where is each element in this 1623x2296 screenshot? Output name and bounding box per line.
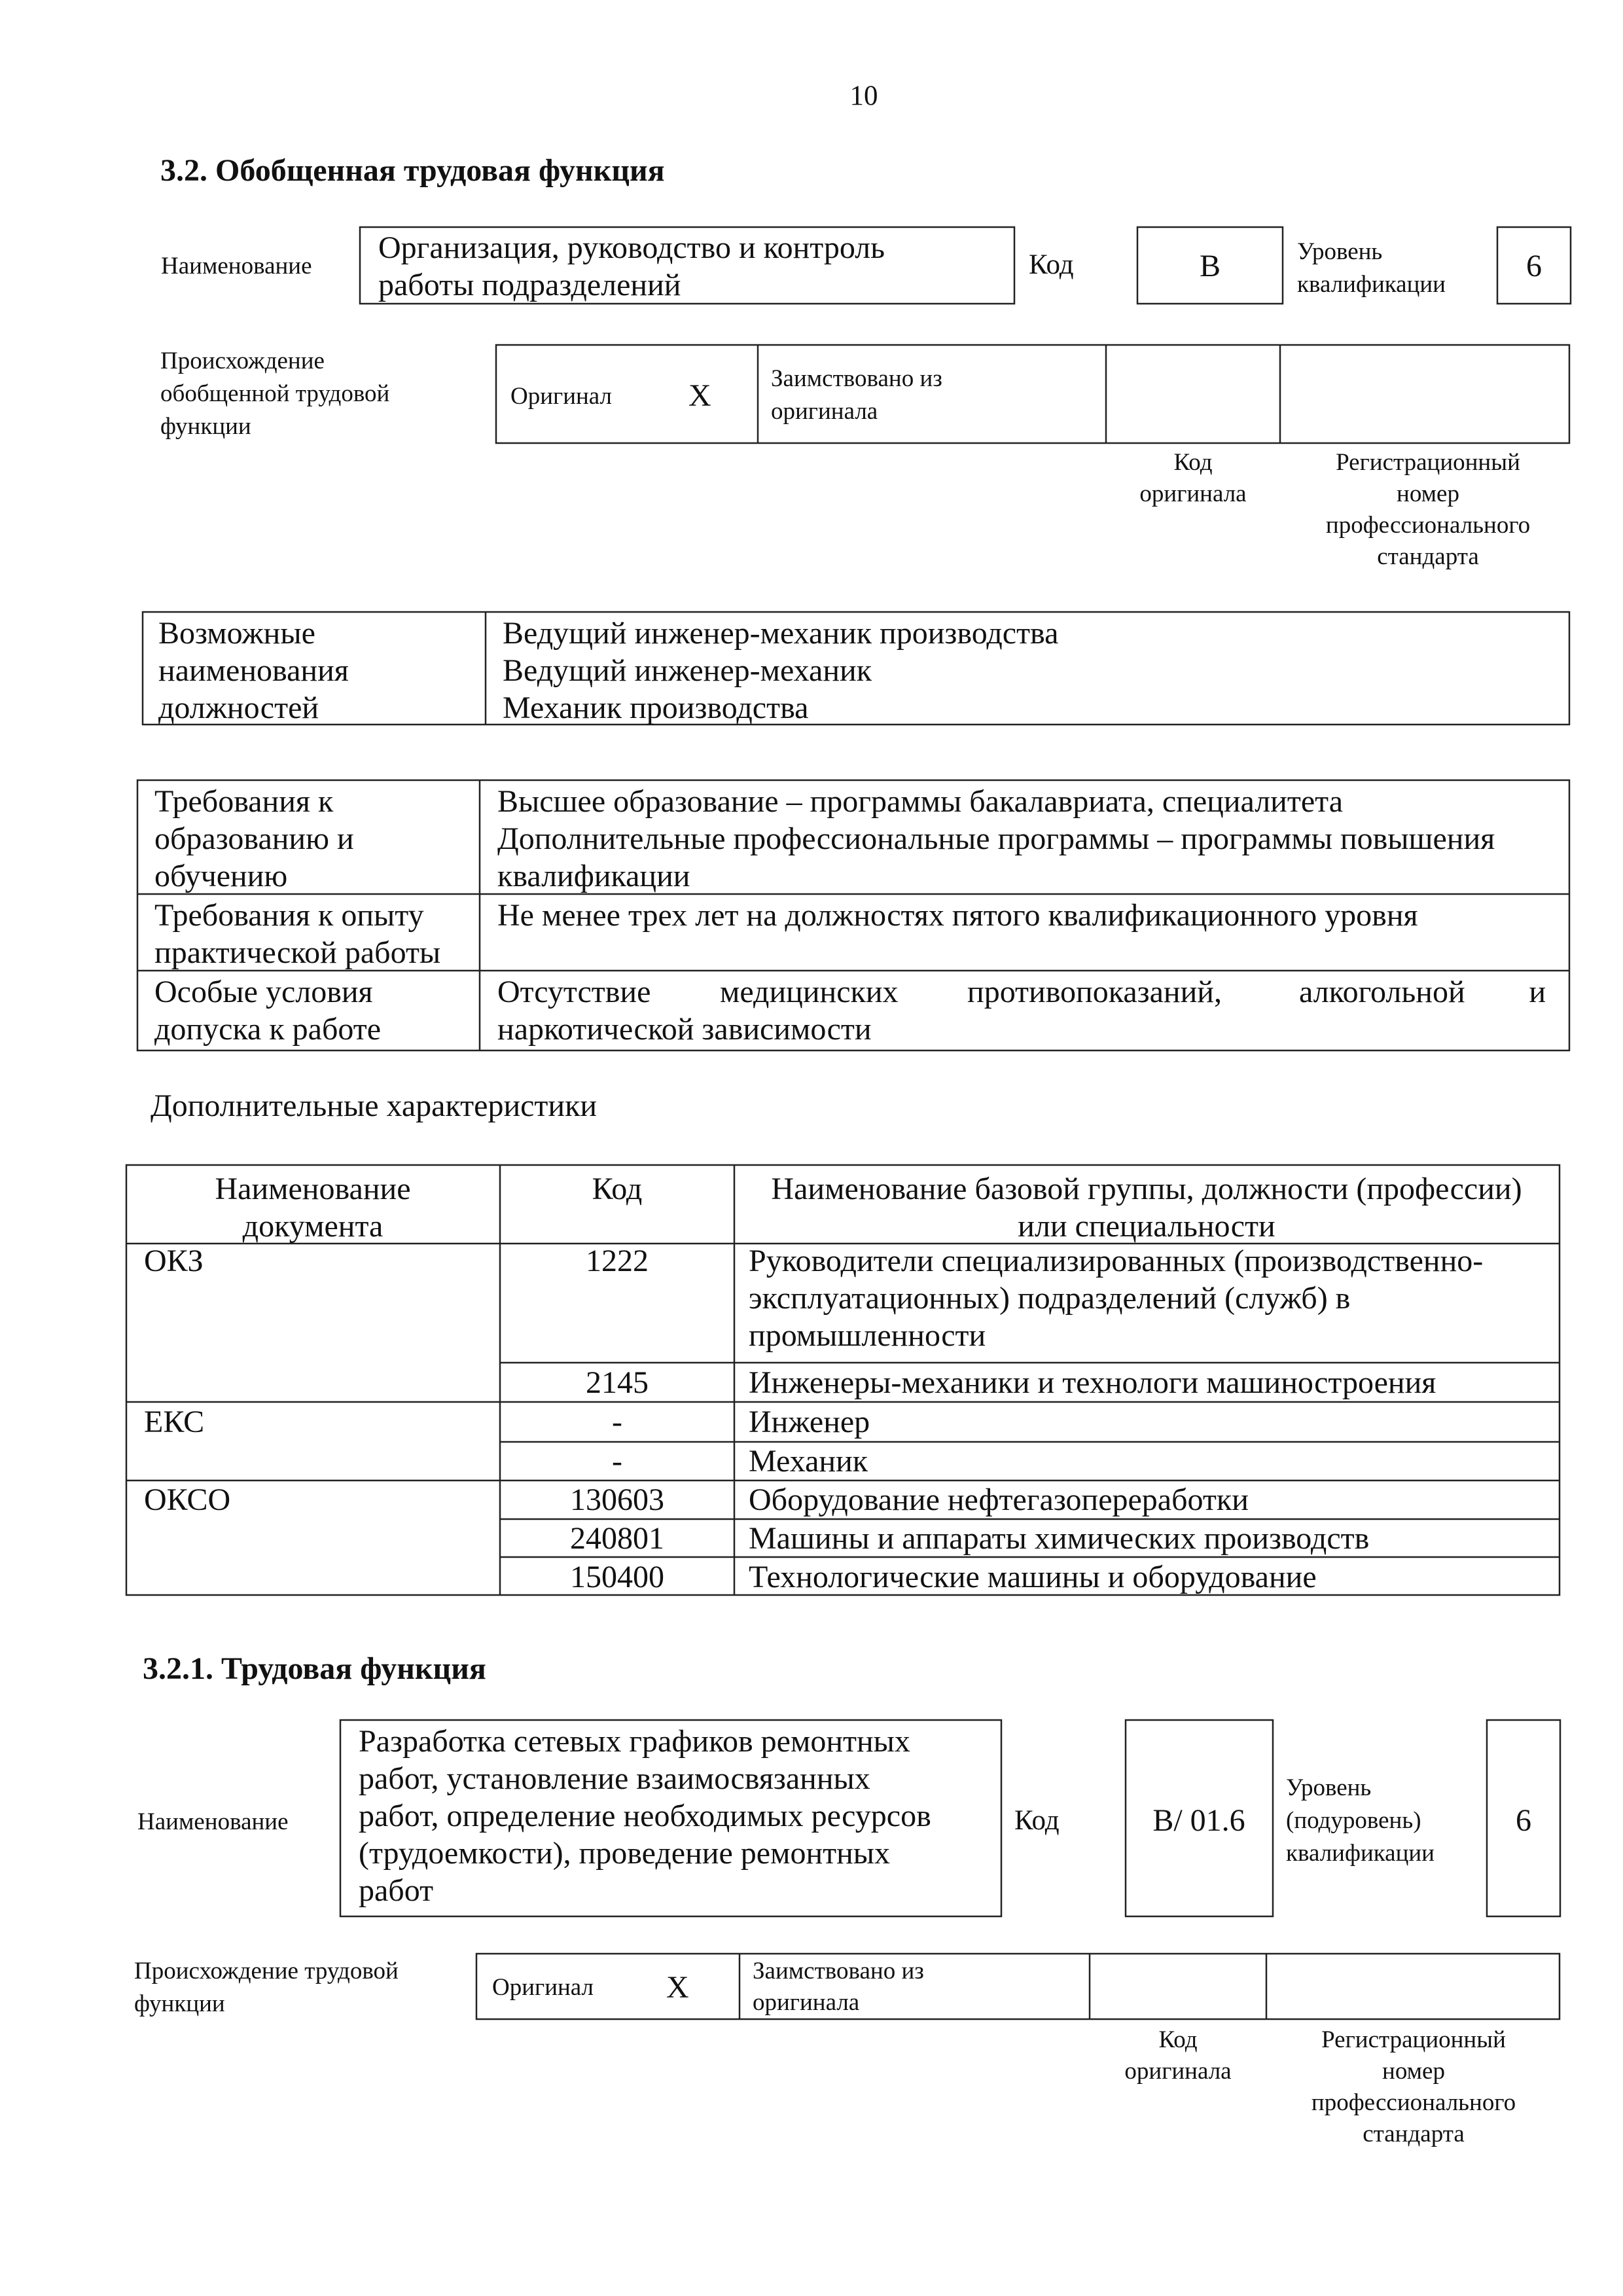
function-origin-label-1: Происхождение трудовой xyxy=(134,1958,399,1984)
name-cell: Руководители специализированных (производственно- xyxy=(749,1244,1484,1278)
header-group-2: или специальности xyxy=(1018,1209,1275,1244)
function-code-label: Код xyxy=(1014,1805,1060,1836)
name-cell: Оборудование нефтегазопереработки xyxy=(749,1482,1249,1517)
function-name-line: Разработка сетевых графиков ремонтных xyxy=(359,1724,910,1759)
code-label: Код xyxy=(1029,249,1074,280)
name-cell: Инженеры-механики и технологи машиностроения xyxy=(749,1365,1436,1400)
experience-label-1: Требования к опыту xyxy=(154,898,424,933)
function-code-original-label-2: оригинала xyxy=(1124,2058,1232,2085)
education-value-1: Высшее образование – программы бакалавриата, специалитета xyxy=(497,784,1344,819)
origin-label-2: обобщенной трудовой xyxy=(160,380,390,407)
subsection-title: 3.2.1. Трудовая функция xyxy=(143,1651,486,1686)
reg-number-label-4: стандарта xyxy=(1377,543,1479,570)
header-document-1: Наименование xyxy=(215,1172,411,1206)
name-cell: Технологические машины и оборудование xyxy=(749,1560,1317,1594)
conditions-word: алкогольной xyxy=(1299,975,1465,1009)
function-level-label-2: (подуровень) xyxy=(1286,1807,1421,1834)
code-original-label-2: оригинала xyxy=(1139,480,1247,507)
conditions-value-2: наркотической зависимости xyxy=(497,1012,872,1047)
education-label-2: образованию и xyxy=(154,821,354,856)
conditions-word: медицинских xyxy=(720,975,899,1009)
name-cell: промышленности xyxy=(749,1318,986,1353)
function-reg-number-label-1: Регистрационный xyxy=(1321,2026,1506,2053)
position-item: Механик производства xyxy=(503,691,809,725)
header-document-2: документа xyxy=(242,1209,383,1244)
function-name-line: работ, установление взаимосвязанных xyxy=(359,1761,870,1796)
positions-label-2: наименования xyxy=(158,653,349,688)
education-value-3: квалификации xyxy=(497,859,690,893)
page-number: 10 xyxy=(849,81,878,111)
code-cell: 150400 xyxy=(570,1560,664,1594)
function-code-value: B/ 01.6 xyxy=(1152,1803,1245,1838)
header-code: Код xyxy=(592,1172,643,1206)
conditions-word: противопоказаний, xyxy=(967,975,1222,1009)
name-cell: Машины и аппараты химических производств xyxy=(749,1521,1370,1556)
doc-cell: ОКСО xyxy=(144,1482,231,1517)
origin-table xyxy=(496,345,1569,443)
origin-label-1: Происхождение xyxy=(160,348,325,374)
position-item: Ведущий инженер-механик производства xyxy=(503,616,1059,651)
borrowed-label-2: оригинала xyxy=(771,398,878,425)
doc-cell: ОКЗ xyxy=(144,1244,204,1278)
function-level-label-3: квалификации xyxy=(1286,1840,1435,1867)
conditions-word: Отсутствие xyxy=(497,975,651,1009)
function-name-line: работ xyxy=(359,1873,434,1908)
function-reg-number-label-2: номер xyxy=(1382,2058,1445,2085)
reg-number-label-1: Регистрационный xyxy=(1336,449,1520,476)
function-reg-number-label-4: стандарта xyxy=(1363,2121,1465,2147)
positions-label-3: должностей xyxy=(158,691,319,725)
name-line-1: Организация, руководство и контроль xyxy=(378,230,885,265)
function-name-line: работ, определение необходимых ресурсов xyxy=(359,1799,931,1833)
original-label: Оригинал xyxy=(510,383,613,410)
level-value: 6 xyxy=(1526,249,1542,283)
code-cell: 240801 xyxy=(570,1521,664,1556)
additional-title: Дополнительные характеристики xyxy=(151,1088,597,1123)
code-original-label-1: Код xyxy=(1173,449,1213,476)
code-cell: 2145 xyxy=(586,1365,649,1400)
function-borrowed-label-2: оригинала xyxy=(753,1989,860,2016)
education-label-3: обучению xyxy=(154,859,288,893)
level-label-1: Уровень xyxy=(1297,238,1383,265)
function-borrowed-label-1: Заимствовано из xyxy=(753,1958,924,1984)
code-cell: 1222 xyxy=(586,1244,649,1278)
function-original-mark: X xyxy=(666,1970,689,2005)
name-label: Наименование xyxy=(161,253,312,279)
name-cell: Механик xyxy=(749,1444,868,1479)
function-origin-label-2: функции xyxy=(134,1990,225,2017)
experience-value: Не менее трех лет на должностях пятого квалификационного уровня xyxy=(497,898,1418,933)
reg-number-label-2: номер xyxy=(1397,480,1459,507)
header-group-1: Наименование базовой группы, должности (профессии) xyxy=(771,1172,1522,1206)
level-label-2: квалификации xyxy=(1297,271,1446,298)
function-original-label: Оригинал xyxy=(492,1974,594,2001)
name-line-2: работы подразделений xyxy=(378,268,681,302)
function-name-line: (трудоемкости), проведение ремонтных xyxy=(359,1836,891,1871)
education-value-2: Дополнительные профессиональные программы – программы повышения xyxy=(497,821,1495,856)
borrowed-label-1: Заимствовано из xyxy=(771,365,942,392)
section-title: 3.2. Обобщенная трудовая функция xyxy=(160,153,665,188)
origin-label-3: функции xyxy=(160,413,251,440)
position-item: Ведущий инженер-механик xyxy=(503,653,872,688)
name-cell: Инженер xyxy=(749,1405,870,1439)
code-value: B xyxy=(1199,249,1221,283)
function-origin-table xyxy=(476,1954,1560,2019)
education-label-1: Требования к xyxy=(154,784,334,819)
conditions-word: и xyxy=(1529,975,1546,1009)
code-cell: - xyxy=(612,1444,622,1479)
experience-label-2: практической работы xyxy=(154,935,441,970)
conditions-label-1: Особые условия xyxy=(154,975,373,1009)
name-cell: эксплуатационных) подразделений (служб) в xyxy=(749,1281,1351,1316)
doc-cell: ЕКС xyxy=(144,1405,205,1439)
conditions-label-2: допуска к работе xyxy=(154,1012,382,1047)
positions-label-1: Возможные xyxy=(158,616,315,651)
function-code-original-label-1: Код xyxy=(1158,2026,1198,2053)
function-reg-number-label-3: профессионального xyxy=(1311,2089,1516,2116)
original-mark: X xyxy=(688,378,711,413)
function-level-label-1: Уровень xyxy=(1286,1774,1372,1801)
code-cell: 130603 xyxy=(570,1482,664,1517)
function-name-label: Наименование xyxy=(137,1808,289,1835)
reg-number-label-3: профессионального xyxy=(1325,512,1531,539)
code-cell: - xyxy=(612,1405,622,1439)
function-level-value: 6 xyxy=(1516,1803,1531,1838)
